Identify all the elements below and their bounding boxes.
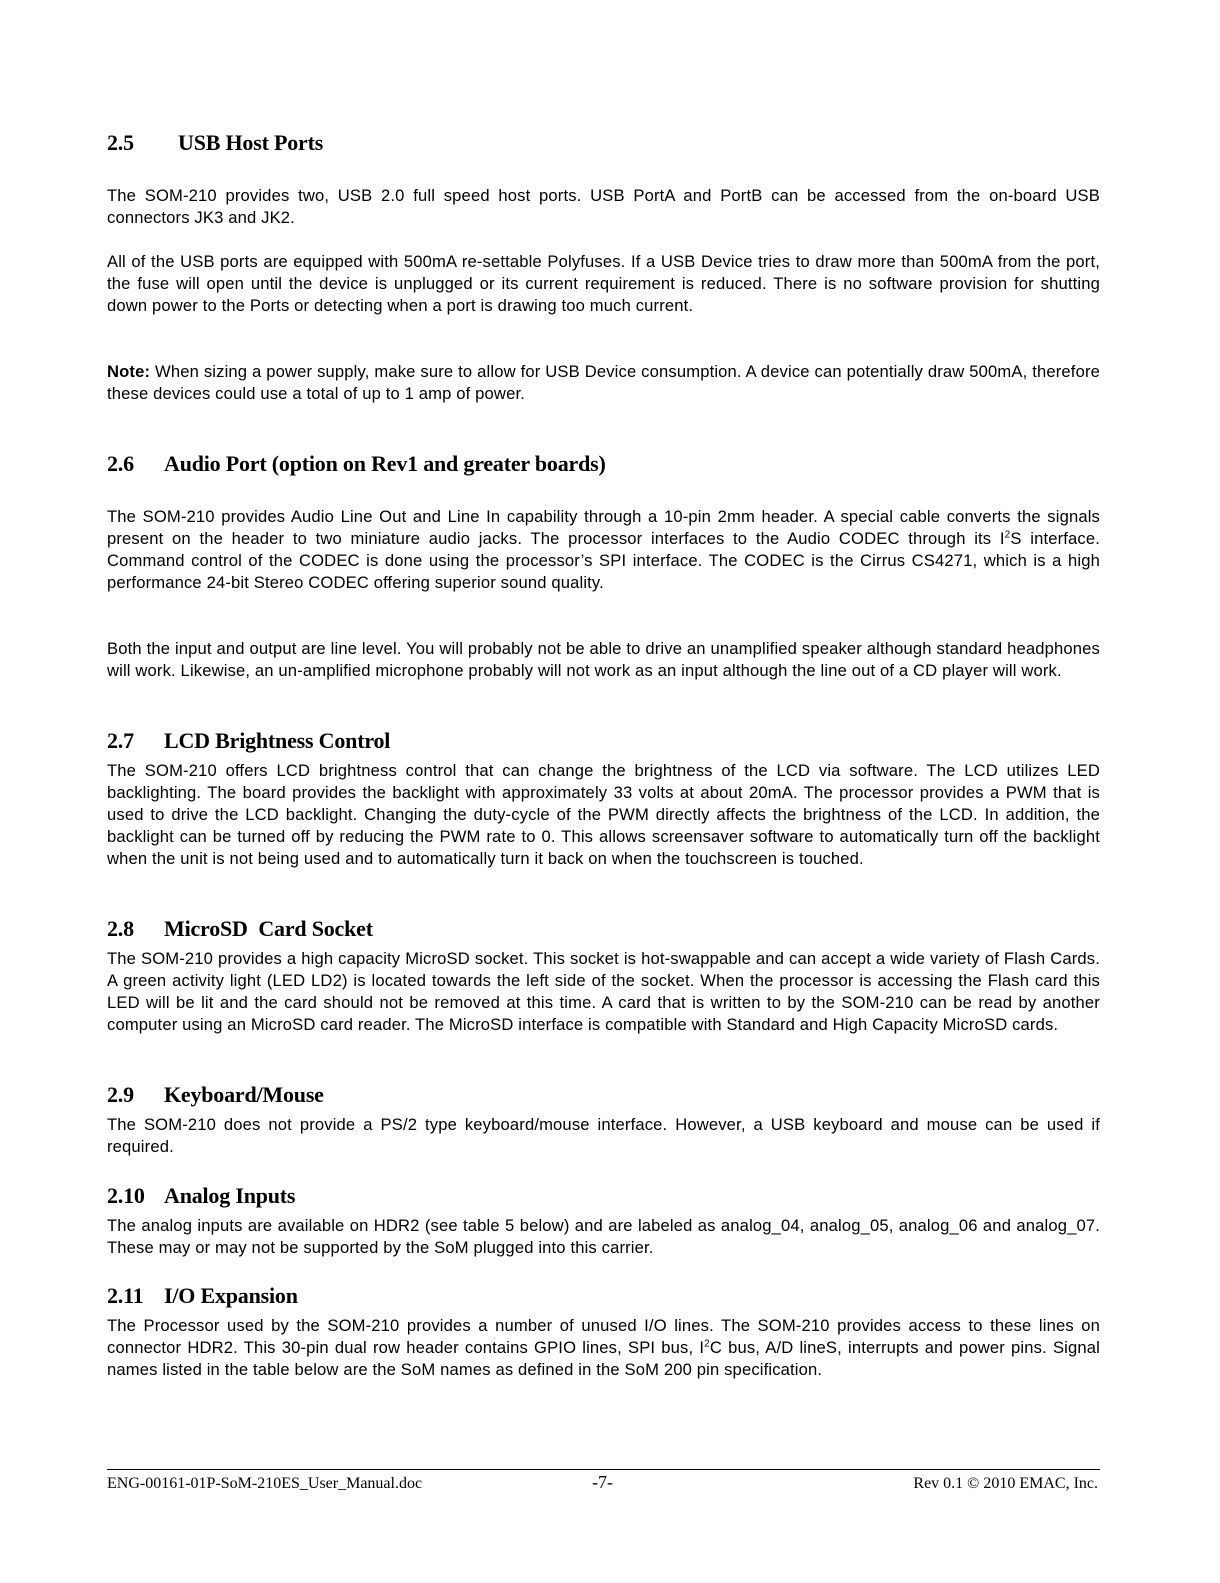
paragraph: The SOM-210 does not provide a PS/2 type keyboard/mouse interface. However, a USB keyboard and mouse can be used if required. [107, 1115, 1100, 1156]
paragraph: The analog inputs are available on HDR2 (see table 5 below) and are labeled as analog_04, analog_05, analog_06 and analog_07. These may or may not be supported by the SoM plugged into this carrier. [107, 1216, 1100, 1257]
section-title: USB Host Ports [178, 130, 324, 155]
section-number: 2.8 [107, 916, 134, 941]
heading-2-6 [107, 451, 606, 477]
section-title: Keyboard/Mouse [164, 1082, 324, 1107]
footer-page-number: -7- [592, 1472, 613, 1492]
section-title: Analog Inputs [164, 1183, 296, 1208]
text-run: The SOM-210 provides Audio Line Out and Line In capability through a 10-pin 2mm header. A special cable converts the signals present on the header to two miniature audio jacks. The processor interfaces to the Audio CODEC through its I [107, 507, 1100, 548]
paragraph: The SOM-210 offers LCD brightness control that can change the brightness of the LCD via software. The LCD utilizes LED backlighting. The board provides the backlight with approximately 33 volts at about 20mA. The processor provides a PWM that is used to drive the LCD backlight. Changing the duty-cycle of the PWM directly affects the brightness of the LCD. In addition, the backlight can be turned off by reducing the PWM rate to 0. This allows screensaver software to automatically turn off the backlight when the unit is not being used and to automatically turn it back on when the touchscreen is touched. [107, 761, 1100, 868]
superscript: 2 [704, 1338, 710, 1350]
paragraph: Both the input and output are line level. You will probably not be able to drive an unamplified speaker although standard headphones will work. Likewise, an un-amplified microphone probably will not work as an input although the line out of a CD player will work. [107, 639, 1100, 680]
note-label: Note: [107, 362, 151, 381]
text-run: S interface. Command control of the CODEC is done using the processor’s SPI interface. The CODEC is the Cirrus CS4271, which is a high performance 24-bit Stereo CODEC offering superior sound quality. [107, 529, 1101, 592]
note-text: When sizing a power supply, make sure to allow for USB Device consumption. A device can potentially draw 500mA, therefore these devices could use a total of up to 1 amp of power. [107, 362, 1100, 403]
section-title: LCD Brightness Control [164, 728, 391, 753]
paragraph [107, 1315, 1100, 1381]
section-number: 2.6 [107, 451, 134, 476]
superscript: 2 [1004, 529, 1011, 541]
heading-2-9 [107, 1082, 324, 1108]
paragraph: All of the USB ports are equipped with 500mA re-settable Polyfuses. If a USB Device tries to draw more than 500mA from the port, the fuse will open until the device is unplugged or its current requirement is reduced. There is no software provision for shutting down power to the Ports or detecting when a port is drawing too much current. [107, 252, 1100, 315]
text-run: The Processor used by the SOM-210 provides a number of unused I/O lines. The SOM-210 provides access to these lines on connector HDR2. This 30-pin dual row header contains GPIO lines, SPI bus, I [107, 1316, 1100, 1357]
heading-2-10 [107, 1183, 295, 1209]
paragraph: The SOM-210 provides a high capacity MicroSD socket. This socket is hot-swappable and can accept a wide variety of Flash Cards. A green activity light (LED LD2) is located towards the left side of the socket. When the processor is accessing the Flash card this LED will be lit and the card should not be removed at this time. A card that is written to by the SOM-210 can be read by another computer using an MicroSD card reader. The MicroSD interface is compatible with Standard and High Capacity MicroSD cards. [107, 949, 1100, 1034]
heading-2-5 [107, 130, 323, 156]
note-paragraph [107, 361, 1100, 405]
section-number: 2.9 [107, 1082, 134, 1107]
paragraph: The SOM-210 provides two, USB 2.0 full speed host ports. USB PortA and PortB can be accessed from the on-board USB connectors JK3 and JK2. [107, 186, 1100, 227]
footer-revision: Rev 0.1 © 2010 EMAC, Inc. [913, 1475, 1098, 1492]
footer-filename: ENG-00161-01P-SoM-210ES_User_Manual.doc [107, 1475, 423, 1492]
section-title: Audio Port (option on Rev1 and greater boards) [164, 451, 606, 476]
heading-2-7 [107, 728, 390, 754]
section-number: 2.11 [107, 1283, 144, 1308]
paragraph [107, 506, 1100, 594]
section-title: I/O Expansion [164, 1283, 298, 1308]
section-title: MicroSD Card Socket [164, 916, 373, 941]
heading-2-8 [107, 916, 373, 942]
section-number: 2.10 [107, 1183, 145, 1208]
heading-2-11 [107, 1283, 298, 1309]
footer-divider [107, 1469, 1100, 1470]
text-run: C bus, A/D lineS, interrupts and power pins. Signal names listed in the table below are the SoM names as defined in the SoM 200 pin specification. [107, 1338, 1100, 1379]
section-number: 2.7 [107, 728, 134, 753]
section-number: 2.5 [107, 130, 134, 155]
